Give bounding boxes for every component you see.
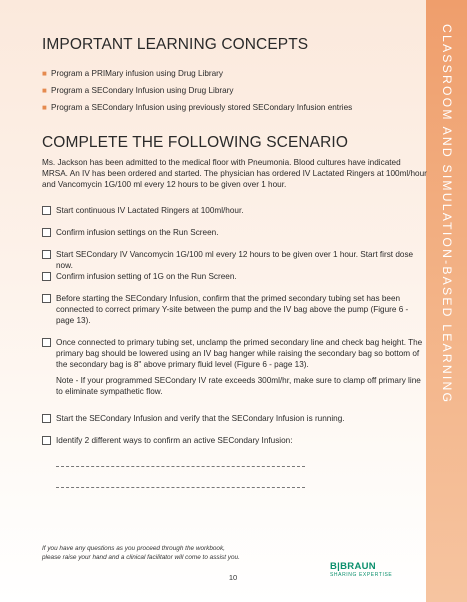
concept-item: ■ Program a PRIMary infusion using Drug Library <box>42 69 224 78</box>
task-checkbox[interactable] <box>42 338 51 347</box>
scenario-heading: COMPLETE THE FOLLOWING SCENARIO <box>42 134 348 151</box>
learning-concepts-list <box>42 68 422 120</box>
concept-item: ■ Program a SECondary Infusion using Drug Library <box>42 86 234 96</box>
task-checkbox[interactable] <box>42 228 51 237</box>
answer-line[interactable] <box>56 487 305 488</box>
concept-item: ■ Program a SECondary Infusion using previously stored SECondary Infusion entries <box>42 103 353 113</box>
scenario-intro: Ms. Jackson has been admitted to the medical floor with Pneumonia. Blood cultures have indicated MRSA. An IV has been ordered and started. The physician has ordered IV Lactated Ringers at 100ml/hour and Vancomycin 1G/100 ml every 12 hours to be given over 1 hour. <box>42 158 427 189</box>
side-banner-text: CLASSROOM AND SIMULATION-BASED LEARNING <box>440 24 454 405</box>
bullet-icon: ■ <box>42 86 47 96</box>
task-item: Identify 2 different ways to confirm an active SECondary Infusion: <box>42 435 427 446</box>
bbraun-logo <box>330 561 420 581</box>
logo-wordmark: B|BRAUN <box>330 561 376 572</box>
learning-concepts-heading: IMPORTANT LEARNING CONCEPTS <box>42 36 309 53</box>
task-checkbox[interactable] <box>42 250 51 259</box>
task-checkbox[interactable] <box>42 294 51 303</box>
task-checkbox[interactable] <box>42 414 51 423</box>
bullet-icon: ■ <box>42 103 47 113</box>
bullet-icon: ■ <box>42 69 47 78</box>
task-item: Start SECondary IV Vancomycin 1G/100 ml every 12 hours to be given over 1 hour. Start first dose now. <box>42 249 427 271</box>
task-checkbox[interactable] <box>42 206 51 215</box>
task-item: Confirm infusion settings on the Run Screen. <box>42 227 427 238</box>
task-item: Start the SECondary Infusion and verify that the SECondary Infusion is running. <box>42 413 427 424</box>
task-checkbox[interactable] <box>42 272 51 281</box>
task-item: Start continuous IV Lactated Ringers at 100ml/hour. <box>42 205 427 216</box>
logo-tagline: SHARING EXPERTISE <box>330 572 393 578</box>
task-item: Confirm infusion setting of 1G on the Run Screen. <box>42 271 427 282</box>
answer-line[interactable] <box>56 466 305 467</box>
task-item: Before starting the SECondary Infusion, confirm that the primed secondary tubing set has been connected to correct primary Y-site between the pump and the IV bag above the pump (Figure 6 - page 13). <box>42 293 427 326</box>
task-checkbox[interactable] <box>42 436 51 445</box>
page-number: 10 <box>228 573 238 582</box>
task-note: Note - If your programmed SECondary IV rate exceeds 300ml/hr, make sure to clamp off primary line to eliminate sympathetic flow. <box>56 376 421 396</box>
footer-note: If you have any questions as you proceed through the workbook, please raise your hand and a clinical facilitator will come to assist you. <box>42 545 240 561</box>
task-item: Once connected to primary tubing set, unclamp the primed secondary line and check bag height. The primary bag should be lowered using an IV bag hanger while raising the secondary bag so bottom of the secondary bag is 8" above primary fluid level (Figure 6 - page 13). Note - If your programmed SECondary IV rate exceeds 300ml/hr, make sure to clamp off primary line to eliminate sympathetic flow. <box>42 337 427 397</box>
